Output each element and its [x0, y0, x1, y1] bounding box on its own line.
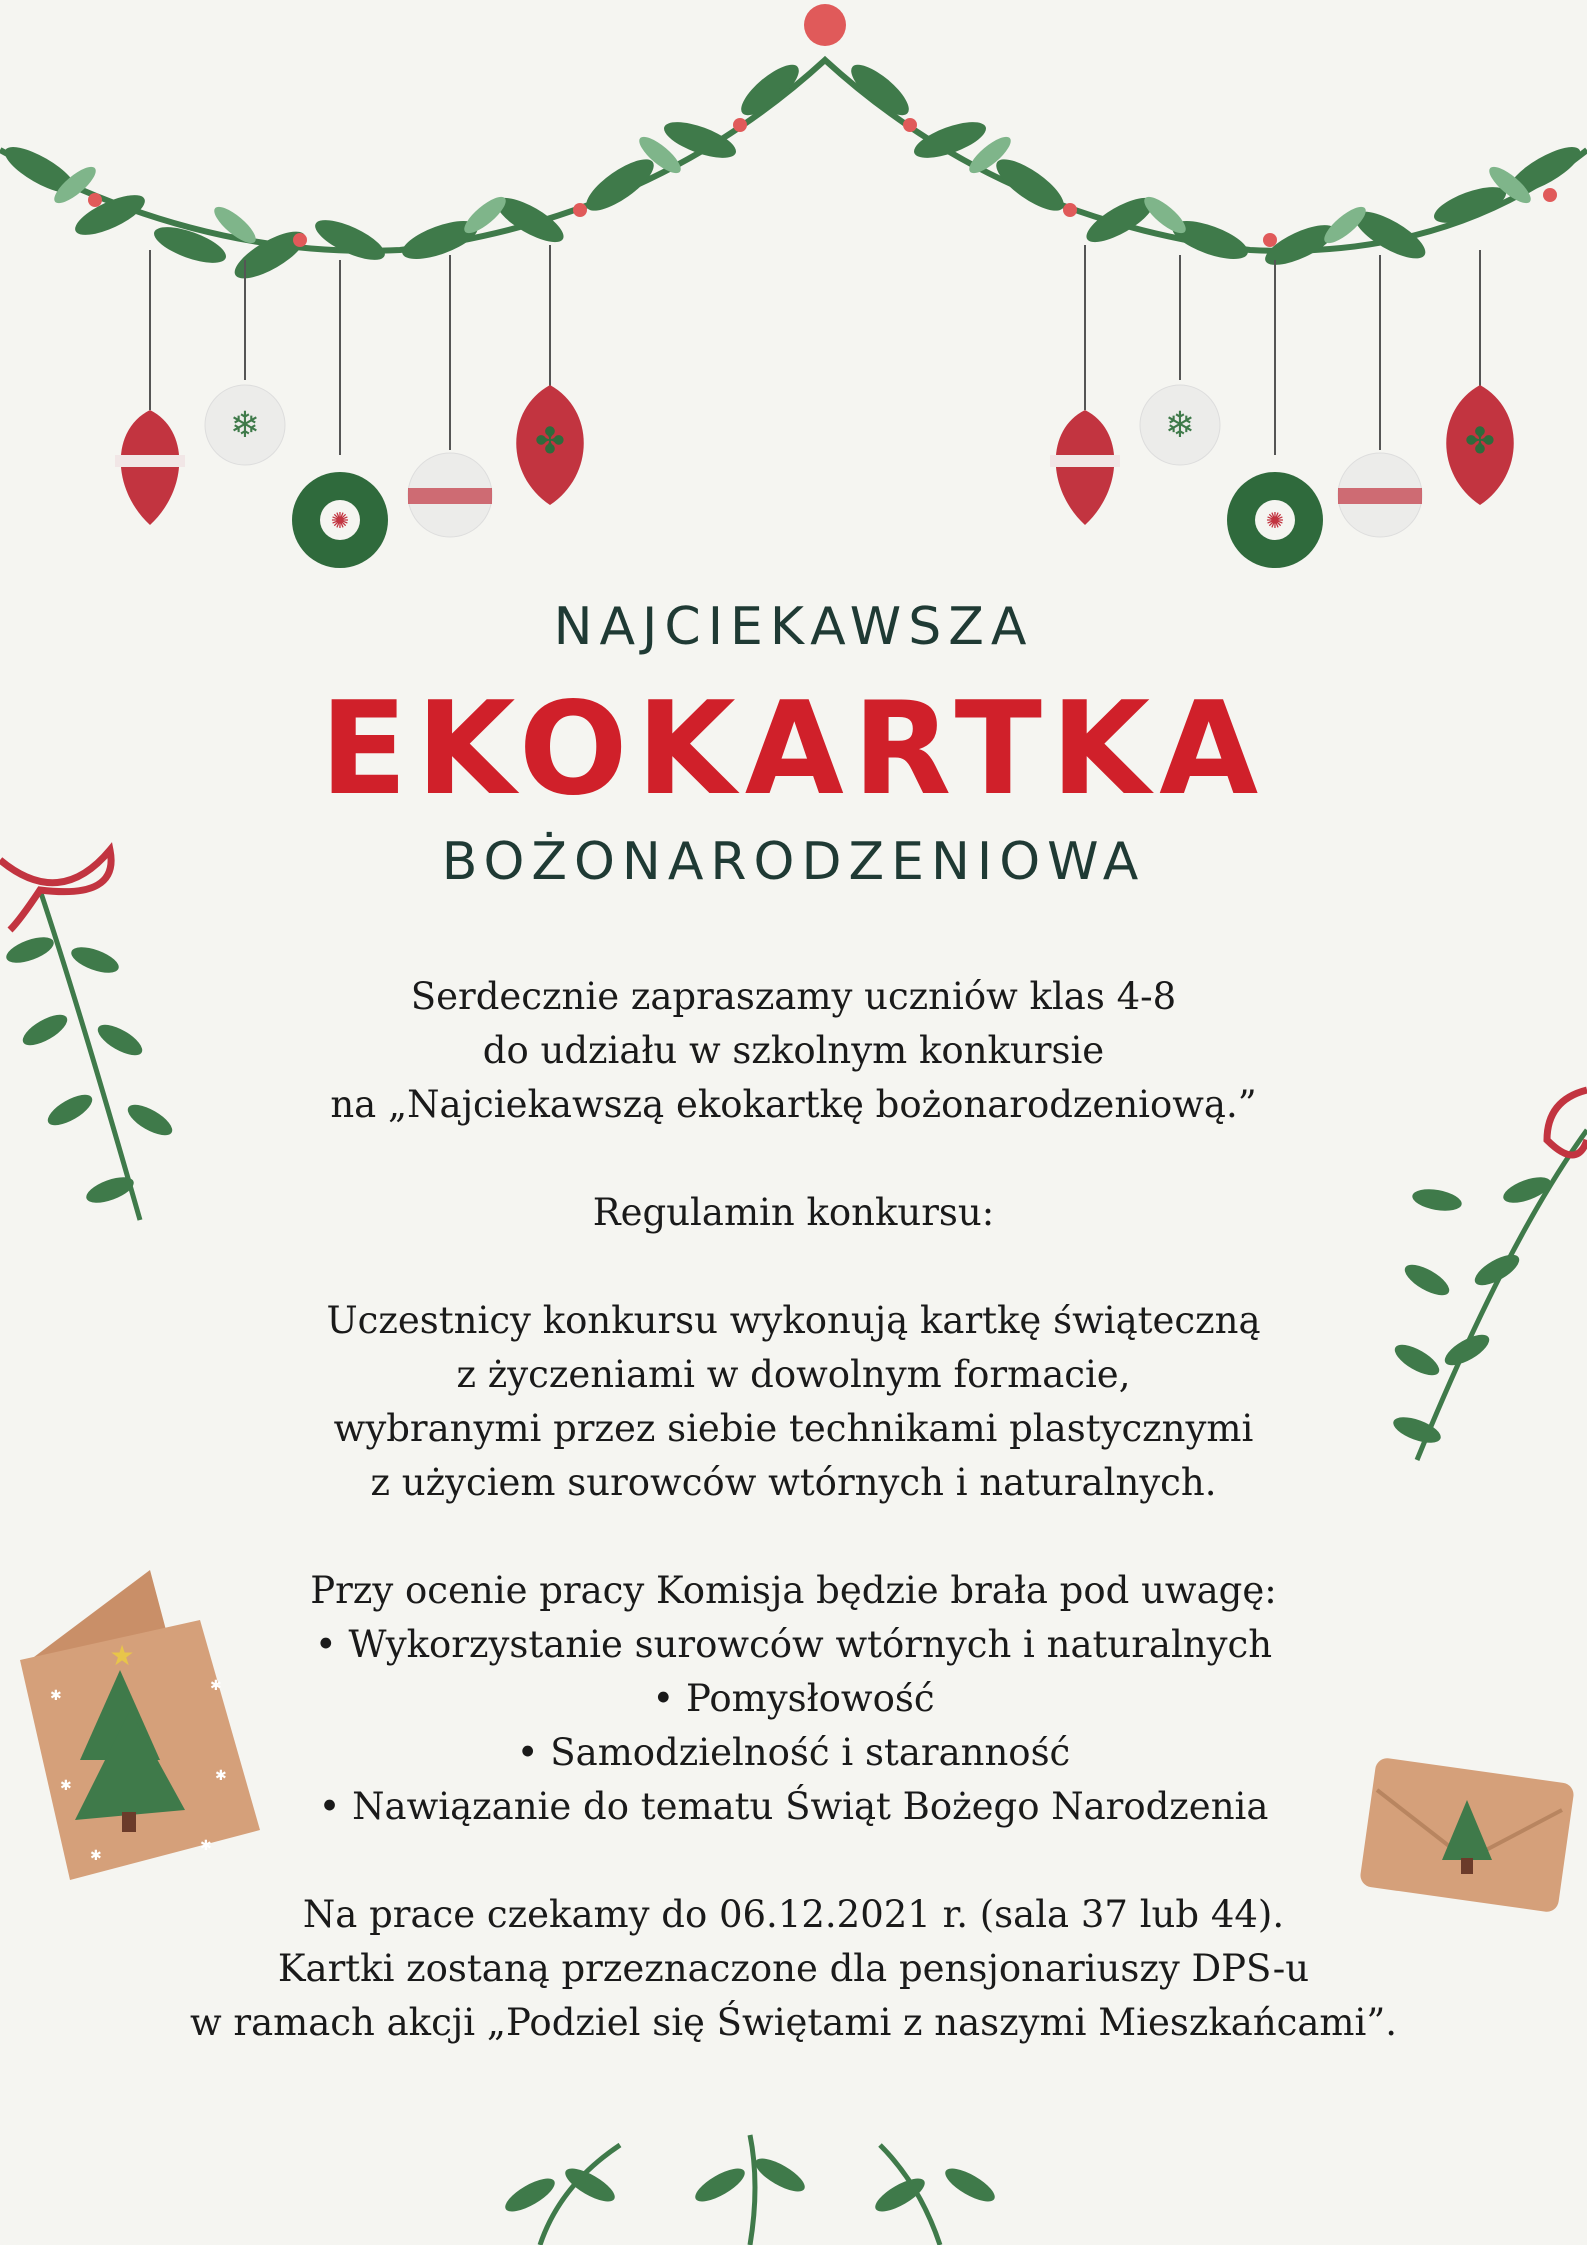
page-title: EKOKARTKA — [319, 675, 1268, 824]
svg-text:✱: ✱ — [210, 1678, 222, 1694]
title-line-top: NAJCIEKAWSZA — [553, 597, 1034, 657]
criteria-item: • Wykorzystanie surowców wtórnych i naturalnych — [314, 1623, 1273, 1666]
rules-line: wybranymi przez siebie technikami plastycznymi — [333, 1407, 1254, 1450]
svg-text:✺: ✺ — [330, 509, 350, 534]
branch-icon — [500, 2125, 1000, 2245]
svg-text:✺: ✺ — [1265, 509, 1285, 534]
invitation-line: na „Najciekawszą ekokartkę bożonarodzeniową.” — [330, 1083, 1257, 1126]
rules-line: z użyciem surowców wtórnych i naturalnych. — [370, 1461, 1217, 1504]
criteria-item: • Pomysłowość — [652, 1677, 935, 1720]
closing-line: Kartki zostaną przeznaczone dla pensjonariuszy DPS-u — [277, 1947, 1310, 1990]
closing-line: w ramach akcji „Podziel się Świętami z naszymi Mieszkańcami”. — [189, 2001, 1398, 2044]
rules-title: Regulamin konkursu: — [592, 1191, 995, 1234]
svg-text:✱: ✱ — [90, 1848, 102, 1864]
svg-text:✱: ✱ — [50, 1688, 62, 1704]
rules-line: z życzeniami w dowolnym formacie, — [456, 1353, 1131, 1396]
svg-text:✱: ✱ — [200, 1838, 212, 1854]
announcement-body — [150, 970, 1437, 2050]
invitation-line: Serdecznie zapraszamy uczniów klas 4-8 — [410, 975, 1177, 1018]
criteria-item: • Nawiązanie do tematu Świąt Bożego Narodzenia — [318, 1785, 1269, 1828]
garland-icon — [0, 0, 1587, 600]
svg-text:★: ★ — [109, 1639, 135, 1672]
svg-text:✤: ✤ — [534, 421, 566, 462]
invitation-line: do udziału w szkolnym konkursie — [482, 1029, 1105, 1072]
svg-text:✱: ✱ — [60, 1778, 72, 1794]
criteria-intro: Przy ocenie pracy Komisja będzie brała pod uwagę: — [310, 1569, 1277, 1612]
rules-line: Uczestnicy konkursu wykonują kartkę świąteczną — [326, 1299, 1261, 1342]
svg-text:✤: ✤ — [1464, 421, 1496, 462]
svg-text:✱: ✱ — [215, 1768, 227, 1784]
closing-line: Na prace czekamy do 06.12.2021 r. (sala 37 lub 44). — [302, 1893, 1285, 1936]
criteria-item: • Samodzielność i staranność — [516, 1731, 1071, 1774]
title-line-sub: BOŻONARODZENIOWA — [441, 832, 1146, 892]
svg-text:❄: ❄ — [229, 405, 261, 446]
svg-text:❄: ❄ — [1164, 405, 1196, 446]
